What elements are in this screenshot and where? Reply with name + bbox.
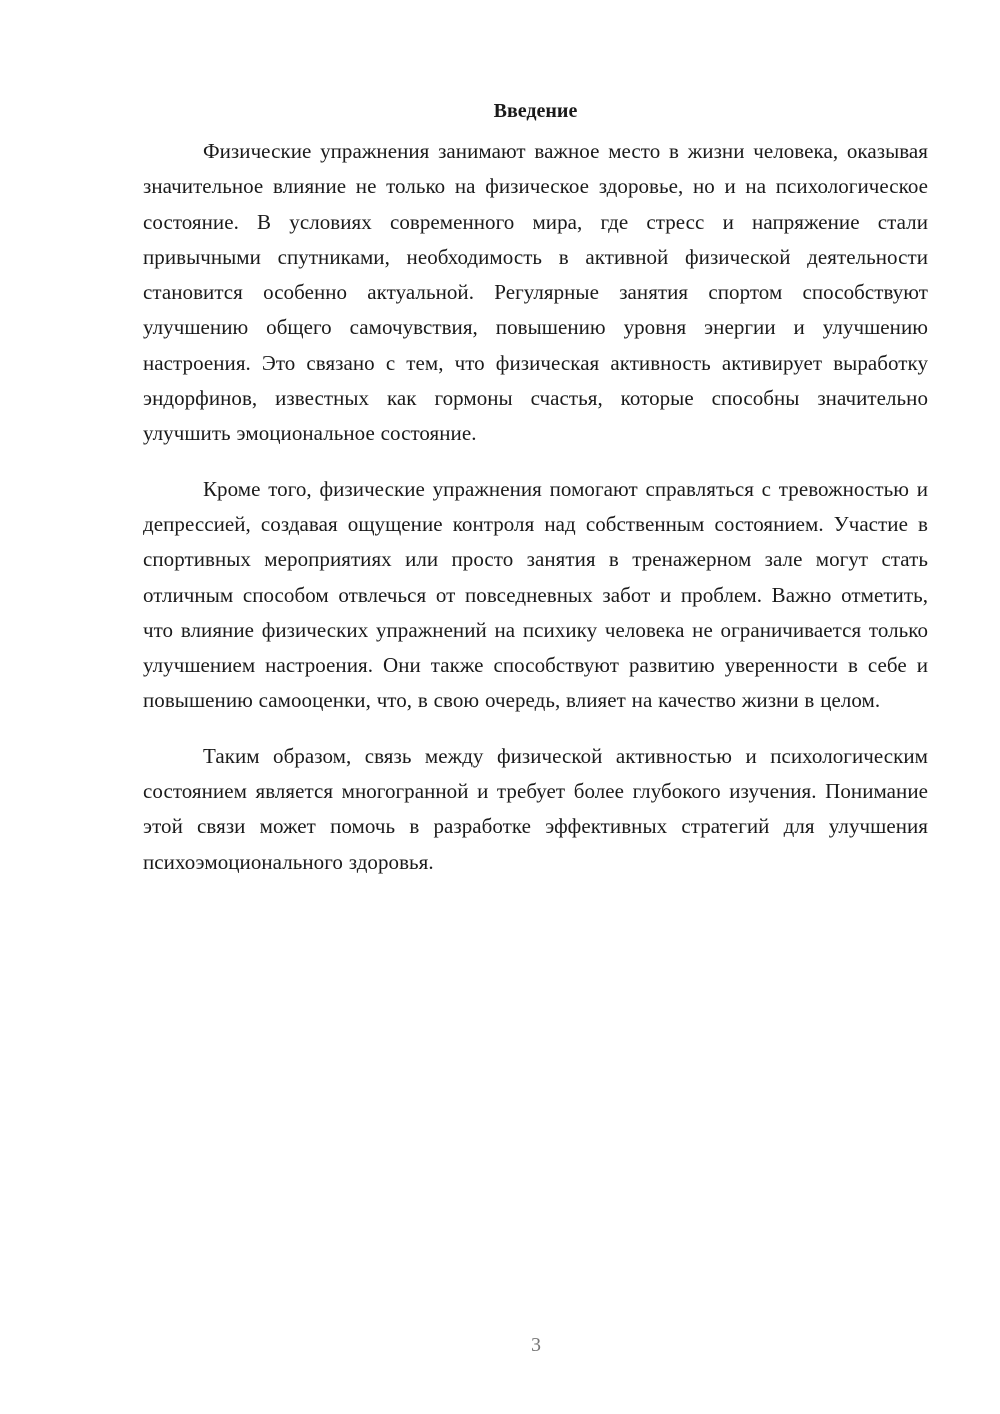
paragraph-1: Физические упражнения занимают важное место в жизни человека, оказывая значительное влияние не только на физическое здоровье, но и на психологическое состояние. В условиях современного мира, где стресс и напряжение стали привычными спутниками, необходимость в активной физической деятельности становится особенно актуальной. Регулярные занятия спортом способствуют улучшению общего самочувствия, повышению уровня энергии и улучшению настроения. Это связано с тем, что физическая активность активирует выработку эндорфинов, известных как гормоны счастья, которые способны значительно улучшить эмоциональное состояние.: [143, 139, 928, 446]
section-heading: Введение: [493, 100, 578, 122]
paragraph-2: Кроме того, физические упражнения помогают справляться с тревожностью и депрессией, создавая ощущение контроля над собственным состоянием. Участие в спортивных мероприятиях или просто занятия в тренажерном зале могут стать отличным способом отвлечься от повседневных забот и проблем. Важно отметить, что влияние физических упражнений на психику человека не ограничивается только улучшением настроения. Они также способствуют развитию уверенности в себе и повышению самооценки, что, в свою очередь, влияет на качество жизни в целом.: [143, 476, 928, 713]
paragraph-3: Таким образом, связь между физической активностью и психологическим состоянием является многогранной и требует более глубокого изучения. Понимание этой связи может помочь в разработке эффективных стратегий для улучшения психоэмоционального здоровья.: [143, 743, 928, 874]
page-number: 3: [531, 1334, 541, 1356]
page-content: [143, 98, 928, 900]
